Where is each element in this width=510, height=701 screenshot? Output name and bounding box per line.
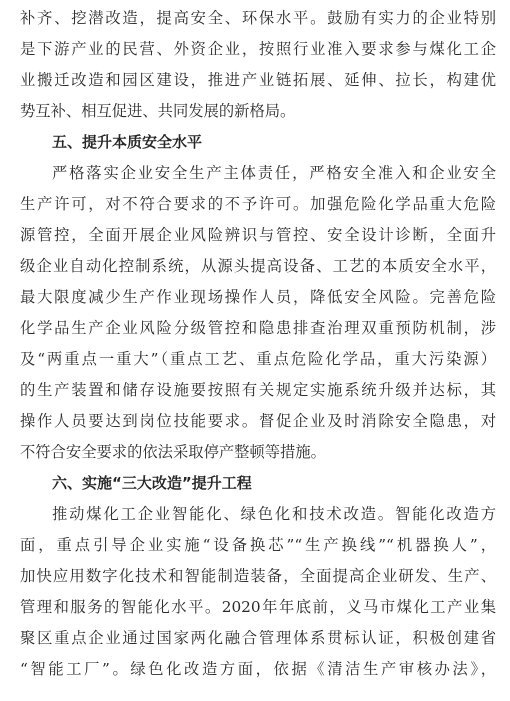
- paragraph-line: 补齐、挖潜改造，提高安全、环保水平。鼓励有实力的企业特别: [20, 9, 496, 27]
- paragraph-line: 管理和服务的智能化水平。2020年年底前，义马市煤化工产业集: [20, 598, 496, 616]
- paragraph-line: 生产许可，对不符合要求的不予许可。加强危险化学品重大危险: [20, 195, 496, 213]
- section-heading: 六、实施“三大改造”提升工程: [52, 474, 252, 492]
- section-heading: 五、提升本质安全水平: [52, 133, 203, 151]
- paragraph-line: 面，重点引导企业实施“设备换芯”“生产换线”“机器换人”，: [20, 536, 496, 554]
- paragraph-line: 势互补、相互促进、共同发展的新格局。: [20, 102, 296, 120]
- paragraph-line: 化学品生产企业风险分级管控和隐患排查治理双重预防机制，涉: [20, 319, 496, 337]
- paragraph-line: 严格落实企业安全生产主体责任，严格安全准入和企业安全: [52, 164, 496, 182]
- paragraph-line: 源管控，全面开展企业风险辨识与管控、安全设计诊断，全面升: [20, 226, 496, 244]
- paragraph-line: 的生产装置和储存设施要按照有关规定实施系统升级并达标，其: [20, 381, 496, 399]
- paragraph-line: 加快应用数字化技术和智能制造装备，全面提高企业研发、生产、: [20, 567, 496, 585]
- paragraph-line: 操作人员要达到岗位技能要求。督促企业及时消除安全隐患，对: [20, 412, 496, 430]
- paragraph-line: 聚区重点企业通过国家两化融合管理体系贯标认证，积极创建省: [20, 629, 496, 647]
- paragraph-line: 及“两重点一重大”（重点工艺、重点危险化学品，重大污染源）: [20, 350, 496, 368]
- paragraph-line: 不符合安全要求的依法采取停产整顿等措施。: [20, 443, 326, 461]
- paragraph-line: 是下游产业的民营、外资企业，按照行业准入要求参与煤化工企: [20, 40, 496, 58]
- paragraph-line: 级企业自动化控制系统，从源头提高设备、工艺的本质安全水平，: [20, 257, 496, 275]
- paragraph-line: 推动煤化工企业智能化、绿色化和技术改造。智能化改造方: [52, 505, 496, 523]
- paragraph-line: “智能工厂”。绿色化改造方面，依据《清洁生产审核办法》，: [20, 660, 496, 678]
- paragraph-line: 业搬迁改造和园区建设，推进产业链拓展、延伸、拉长，构建优: [20, 71, 496, 89]
- paragraph-line: 最大限度减少生产作业现场操作人员，降低安全风险。完善危险: [20, 288, 496, 306]
